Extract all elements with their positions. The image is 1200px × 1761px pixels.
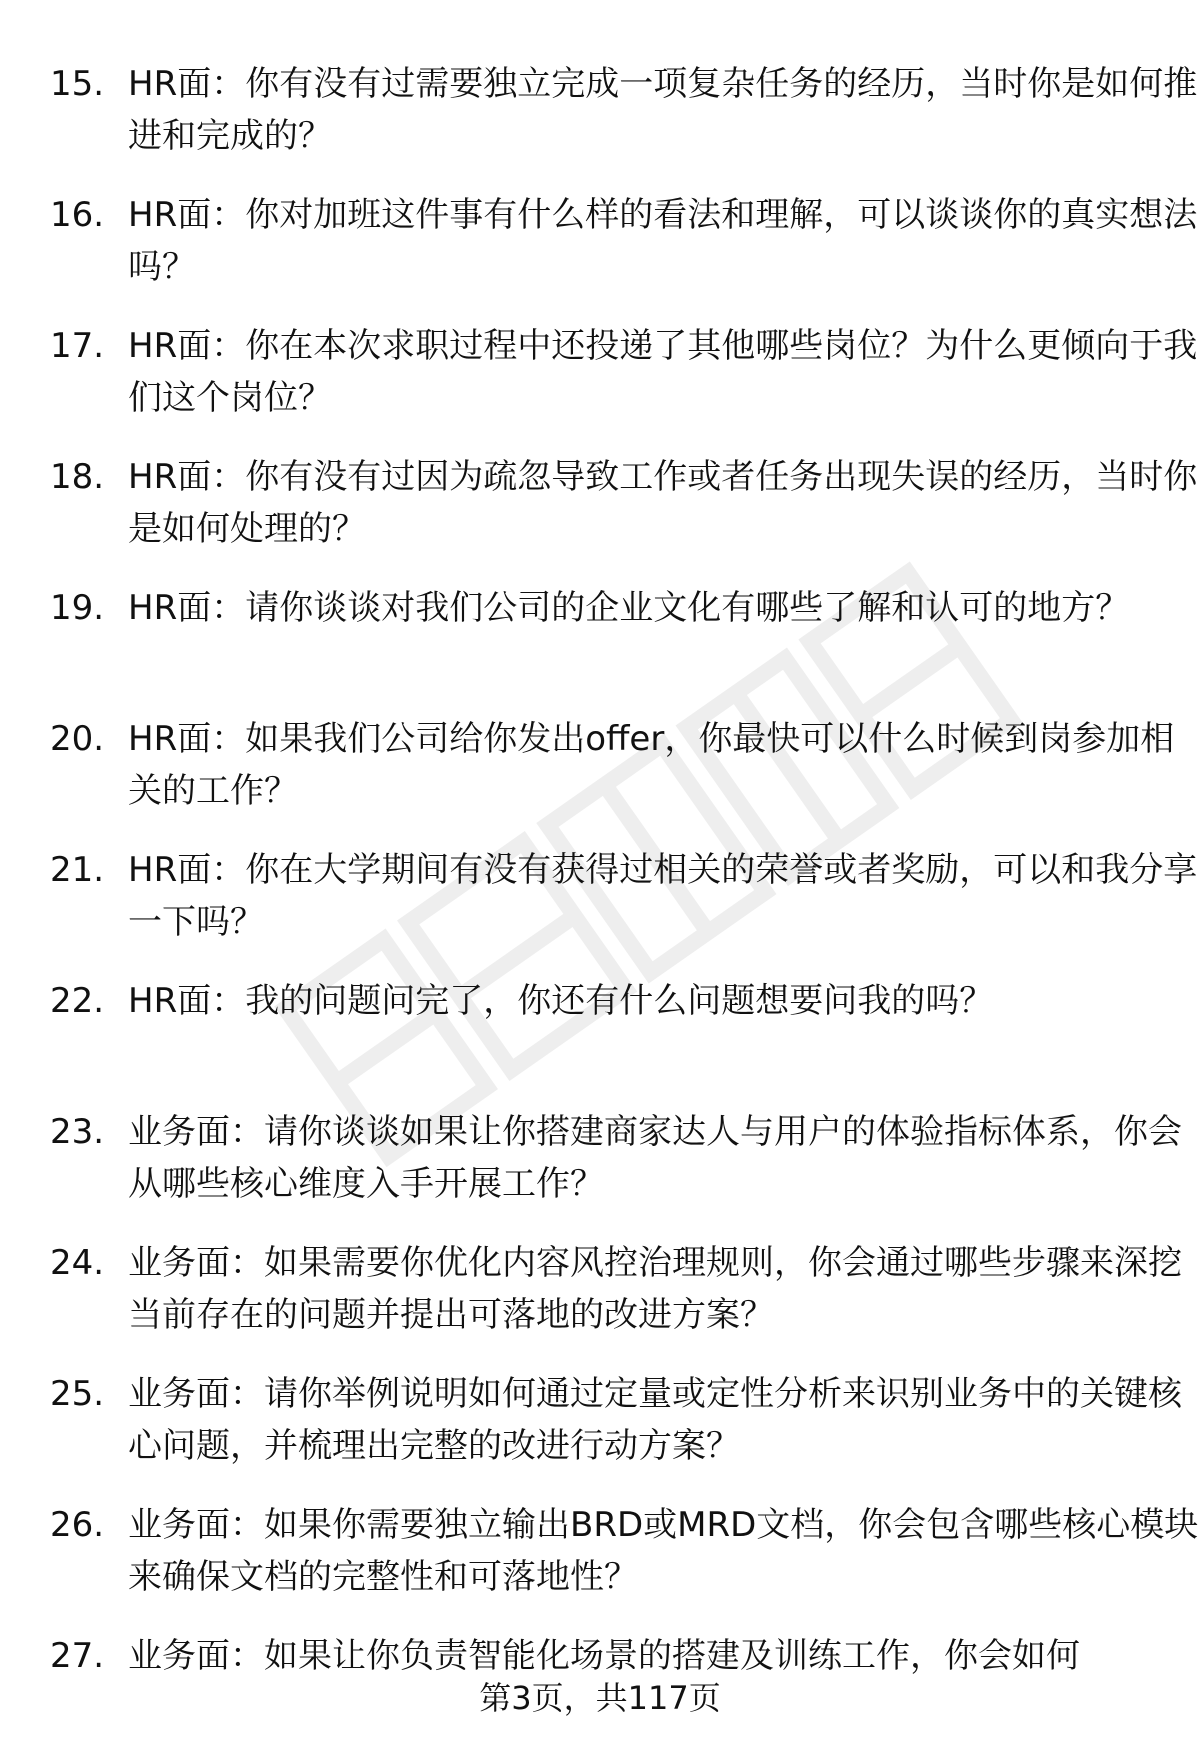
question-number: 24.: [50, 1243, 105, 1283]
question-text: 业务面：请你谈谈如果让你搭建商家达人与用户的体验指标体系，你会从哪些核心维度入手开展工作？: [128, 1112, 1182, 1204]
question-number: 22.: [50, 981, 105, 1021]
question-number: 20.: [50, 719, 105, 759]
question-number: 19.: [50, 588, 105, 628]
question-number: 21.: [50, 850, 105, 890]
question-number: 23.: [50, 1112, 105, 1152]
question-item-25: [50, 1368, 1182, 1499]
question-text: HR面：请你谈谈对我们公司的企业文化有哪些了解和认可的地方？: [128, 588, 1130, 628]
question-text: 业务面：如果你需要独立输出BRD或MRD文档，你会包含哪些核心模块来确保文档的完整性和可落地性？: [128, 1505, 1199, 1597]
question-item-20: [50, 713, 1175, 844]
question-number: 15.: [50, 64, 105, 104]
question-item-16: [50, 189, 1198, 320]
question-number: 18.: [50, 457, 105, 497]
question-text: 业务面：如果让你负责智能化场景的搭建及训练工作，你会如何: [128, 1636, 1080, 1676]
question-number: 26.: [50, 1505, 105, 1545]
question-text: HR面：我的问题问完了，你还有什么问题想要问我的吗？: [128, 981, 994, 1021]
question-item-17: [50, 320, 1198, 451]
question-item-21: [50, 844, 1198, 975]
question-item-18: [50, 451, 1198, 582]
question-number: 27.: [50, 1636, 105, 1676]
question-item-22: [50, 975, 1160, 1106]
page-footer: [0, 1678, 1200, 1718]
question-number: 25.: [50, 1374, 105, 1414]
question-item-15: [50, 58, 1198, 189]
question-item-23: [50, 1106, 1182, 1237]
question-list: [50, 58, 1199, 1761]
question-item-24: [50, 1237, 1182, 1368]
question-text: HR面：你有没有过需要独立完成一项复杂任务的经历，当时你是如何推进和完成的？: [128, 64, 1198, 156]
question-text: HR面：你有没有过因为疏忽导致工作或者任务出现失误的经历，当时你是如何处理的？: [128, 457, 1198, 549]
question-text: HR面：如果我们公司给你发出offer，你最快可以什么时候到岗参加相关的工作？: [128, 719, 1175, 811]
question-text: 业务面：如果需要你优化内容风控治理规则，你会通过哪些步骤来深挖当前存在的问题并提出可落地的改进方案？: [128, 1243, 1182, 1335]
question-item-26: [50, 1499, 1199, 1630]
question-text: HR面：你对加班这件事有什么样的看法和理解，可以谈谈你的真实想法吗？: [128, 195, 1198, 287]
question-text: HR面：你在大学期间有没有获得过相关的荣誉或者奖励，可以和我分享一下吗？: [128, 850, 1198, 942]
question-text: 业务面：请你举例说明如何通过定量或定性分析来识别业务中的关键核心问题，并梳理出完整的改进行动方案？: [128, 1374, 1182, 1466]
question-item-19: [50, 582, 1160, 713]
question-number: 17.: [50, 326, 105, 366]
page-number-label: 第3页，共117页: [479, 1679, 721, 1717]
question-text: HR面：你在本次求职过程中还投递了其他哪些岗位？为什么更倾向于我们这个岗位？: [128, 326, 1198, 418]
question-number: 16.: [50, 195, 105, 235]
